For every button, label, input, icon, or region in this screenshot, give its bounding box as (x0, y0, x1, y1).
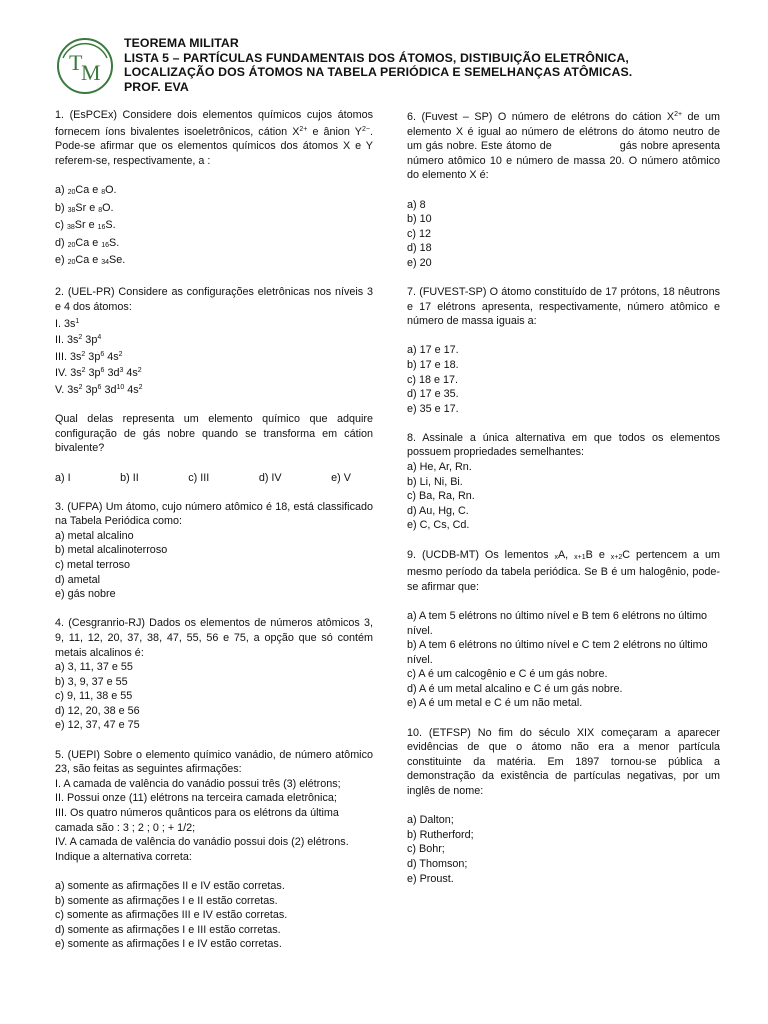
question-5-statement-2: II. Possui onze (11) elétrons na terceira camada eletrônica; (55, 792, 337, 805)
question-4-option-e: e) 12, 37, 47 e 75 (55, 719, 140, 732)
question-3-option-d: d) ametal (55, 573, 101, 586)
question-6-option-b: b) 10 (407, 213, 432, 226)
question-7-stem: 7. (FUVEST-SP) O átomo constituído de 17 prótons, 18 nêutrons e 17 elétrons apresenta, respectivamente, número atômico e número de massa iguais a: (407, 286, 720, 328)
question-8-option-a: a) He, Ar, Rn. (407, 461, 472, 474)
question-8-stem: 8. Assinale a única alternativa em que todos os elementos possuem propriedades semelhantes: (407, 431, 720, 459)
question-1-option-a: a) 20Ca e 8O. (55, 183, 117, 196)
question-10-option-b: b) Rutherford; (407, 828, 474, 841)
question-7-option-d: d) 17 e 35. (407, 388, 459, 401)
config-iii: III. $3s^2$ $3p^6$ $4s^2$ (55, 350, 123, 363)
question-5-statement-3: III. Os quatro números quânticos para os elétrons da última camada são : 3 ; 2 ; 0 ; + 1/2; (55, 806, 339, 834)
question-1-stem: 1. (EsPCEx) Considere dois elementos químicos cujos átomos fornecem íons bivalentes isoeletrônicos, cátion $X^{2+}$ e ânion $Y^{2-}$. Pode-se afirmar que os elementos químicos dos átomos X e Y referem-se, respectivamente, a : (55, 109, 373, 167)
header-line-2: LISTA 5 – PARTÍCULAS FUNDAMENTAIS DOS ÁTOMOS, DISTIBUIÇÃO ELETRÔNICA, (124, 50, 629, 65)
question-6-option-a: a) 8 (407, 198, 426, 211)
question-8-option-b: b) Li, Ni, Bi. (407, 475, 463, 488)
question-2-option-c: c) III (188, 471, 210, 484)
question-5-statement-1: I. A camada de valência do vanádio possui três (3) elétrons; (55, 777, 341, 790)
question-10-option-c: c) Bohr; (407, 843, 445, 856)
question-1-option-b: b) 38Sr e 8O. (55, 201, 114, 214)
question-3 (55, 500, 373, 602)
config-i: I. $3s^1$ (55, 317, 80, 330)
question-10 (407, 726, 720, 887)
question-4-stem: 4. (Cesgranrio-RJ) Dados os elementos de números atômicos 3, 9, 11, 12, 20, 37, 38, 47, 55, 56 e 75, a opção que só contém metais alcalinos é: (55, 617, 373, 659)
question-6 (407, 108, 720, 271)
question-2-option-a: a) I (55, 471, 71, 484)
question-8 (407, 431, 720, 533)
question-4-option-c: c) 9, 11, 38 e 55 (55, 690, 133, 703)
page-header (124, 36, 632, 94)
question-7-option-c: c) 18 e 17. (407, 373, 459, 386)
question-2 (55, 285, 373, 485)
question-5-option-b: b) somente as afirmações I e II estão corretas. (55, 894, 278, 907)
question-3-option-a: a) metal alcalino (55, 529, 134, 542)
question-9-option-e: e) A é um metal e C é um não metal. (407, 697, 583, 710)
question-3-stem: 3. (UFPA) Um átomo, cujo número atômico é 18, está classificado na Tabela Periódica como: (55, 500, 373, 528)
question-4-option-b: b) 3, 9, 37 e 55 (55, 675, 128, 688)
header-title: TEOREMA MILITAR (124, 36, 239, 50)
question-5-option-e: e) somente as afirmações I e IV estão corretas. (55, 938, 282, 951)
question-3-option-b: b) metal alcalinoterroso (55, 544, 168, 557)
question-5-stem: 5. (UEPI) Sobre o elemento químico vanádio, de número atômico 23, são feitas as seguintes afirmações: (55, 748, 373, 776)
teorema-militar-logo (55, 36, 115, 96)
question-8-option-d: d) Au, Hg, C. (407, 504, 469, 517)
question-5-option-d: d) somente as afirmações I e III estão corretas. (55, 923, 281, 936)
question-6-stem: 6. (Fuvest – SP) O número de elétrons do cátion $X^{2+}$ de um elemento X é igual ao número de elétrons do átomo neutro de um gás nobre. Este átomo de gás nobre apresenta número atômico 10 e número de massa 20. O número atômico do elemento X é: (407, 111, 721, 182)
question-6-option-e: e) 20 (407, 256, 432, 269)
question-6-option-c: c) 12 (407, 227, 432, 240)
question-5 (55, 748, 373, 952)
question-5-instruction: Indique a alternativa correta: (55, 850, 192, 863)
svg-text:T: T (69, 50, 83, 75)
question-4-option-a: a) 3, 11, 37 e 55 (55, 661, 133, 674)
question-9 (407, 548, 720, 712)
question-1-option-c: c) 38Sr e 16S. (55, 219, 116, 232)
question-10-option-d: d) Thomson; (407, 857, 468, 870)
question-4 (55, 616, 373, 733)
question-10-stem: 10. (ETFSP) No fim do século XIX começaram a aparecer evidências de que o átomo não era a menor partícula constituinte da matéria. Em 1897 tornou-se pública a demonstração da existência de partículas negativas, por um inglês de nome: (407, 726, 720, 797)
config-v: V. $3s^2$ $3p^6$ $3d^{10}$ $4s^2$ (55, 384, 143, 396)
question-10-option-e: e) Proust. (407, 872, 454, 885)
question-2-options (55, 471, 351, 486)
right-column (407, 108, 720, 901)
question-9-option-c: c) A é um calcogênio e C é um gás nobre. (407, 668, 608, 681)
question-2-option-b: b) II (120, 471, 139, 484)
question-1-option-d: d) 20Ca e 16S. (55, 236, 120, 249)
question-4-option-d: d) 12, 20, 38 e 56 (55, 704, 140, 717)
question-8-option-e: e) C, Cs, Cd. (407, 519, 470, 532)
question-8-option-c: c) Ba, Ra, Rn. (407, 490, 475, 503)
left-column (55, 108, 373, 966)
question-7 (407, 285, 720, 416)
question-2-prompt: Qual delas representa um elemento químico que adquire configuração de gás nobre quando se transforma em cátion bivalente? (55, 413, 373, 455)
header-teacher: PROF. EVA (124, 79, 189, 94)
question-5-option-c: c) somente as afirmações III e IV estão corretas. (55, 909, 288, 922)
config-ii: II. $3s^2$ $3p^4$ (55, 334, 102, 347)
question-7-option-b: b) 17 e 18. (407, 359, 459, 371)
question-9-option-b: b) A tem 6 elétrons no último nível e C tem 2 elétrons no último nível. (407, 639, 708, 666)
question-5-statement-4: IV. A camada de valência do vanádio possui dois (2) elétrons. (55, 836, 349, 849)
question-5-option-a: a) somente as afirmações II e IV estão corretas. (55, 879, 285, 892)
question-9-option-d: d) A é um metal alcalino e C é um gás nobre. (407, 682, 623, 695)
question-7-option-e: e) 35 e 17. (407, 402, 459, 415)
question-6-option-d: d) 18 (407, 242, 432, 255)
question-3-option-e: e) gás nobre (55, 588, 116, 601)
question-1 (55, 108, 373, 271)
question-9-stem: 9. (UCDB-MT) Os lementos xA, x+1B e x+2C pertencem a um mesmo período da tabela periódica. Se B é um halogênio, pode-se afirmar que: (407, 548, 721, 593)
question-2-option-e: e) V (331, 471, 351, 484)
question-10-option-a: a) Dalton; (407, 814, 454, 827)
svg-text:M: M (81, 60, 101, 85)
question-7-option-a: a) 17 e 17. (407, 344, 459, 357)
question-1-option-e: e) 20Ca e 34Se. (55, 254, 126, 267)
config-iv: IV. $3s^2$ $3p^6$ $3d^3$ $4s^2$ (55, 367, 142, 380)
question-2-stem: 2. (UEL-PR) Considere as configurações eletrônicas nos níveis 3 e 4 dos átomos: (55, 286, 373, 314)
question-2-option-d: d) IV (258, 471, 282, 484)
question-3-option-c: c) metal terroso (55, 559, 130, 572)
question-9-option-a: a) A tem 5 elétrons no último nível e B tem 6 elétrons no último nível. (407, 609, 708, 637)
header-line-3: LOCALIZAÇÃO DOS ÁTOMOS NA TABELA PERIÓDICA E SEMELHANÇAS ATÔMICAS. (124, 65, 633, 79)
